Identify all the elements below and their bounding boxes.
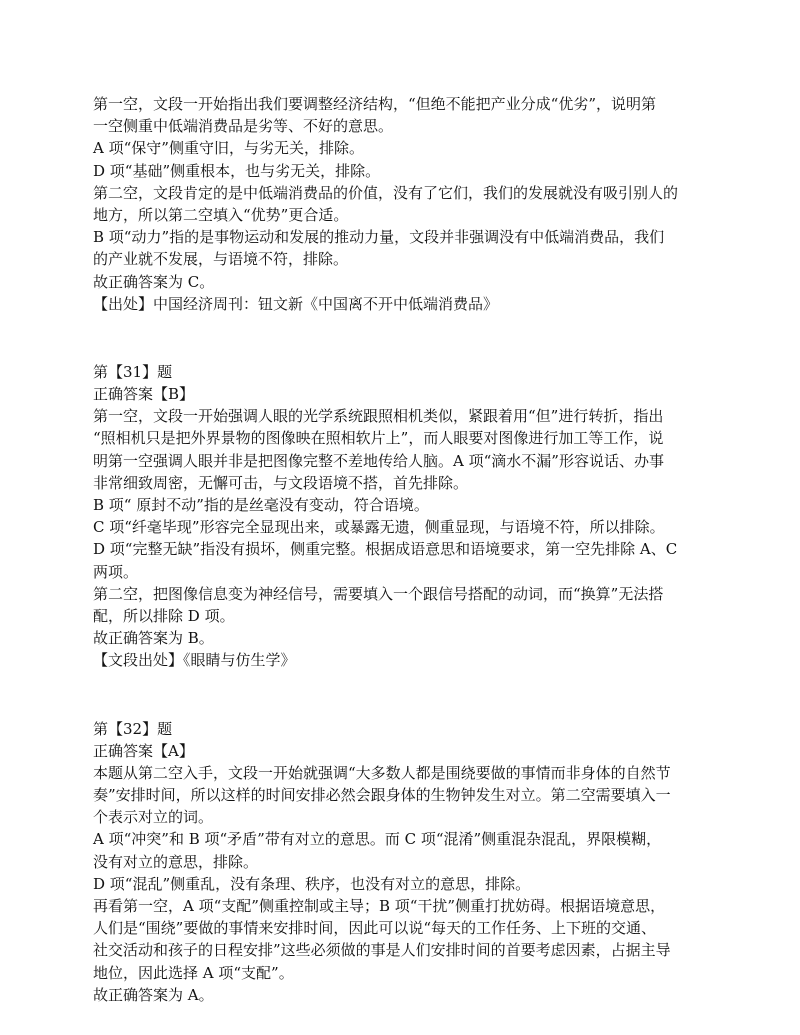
explanation-line: B 项“ 原封不动”指的是丝毫没有变动，符合语境。	[93, 496, 429, 514]
explanation-line: 个表示对立的词。	[93, 808, 214, 827]
explanation-line: A 项“冲突”和 B 项“矛盾”带有对立的意思。而 C 项“混淆”侧重混杂混乱，界限模糊，	[93, 830, 662, 849]
document-page	[93, 93, 713, 1006]
source-citation: 【出处】中国经济周刊：钮文新《中国离不开中低端消费品》	[93, 294, 499, 313]
explanation-line: 两项。	[93, 562, 139, 581]
section-q30-explanation	[93, 93, 713, 315]
answer-conclusion: 故正确答案为 C。	[93, 272, 215, 291]
explanation-line: 没有对立的意思，排除。	[93, 852, 259, 871]
answer-conclusion: 故正确答案为 A。	[93, 985, 214, 1004]
explanation-line: D 项“混乱”侧重乱，没有条理、秩序，也没有对立的意思，排除。	[93, 874, 531, 893]
question-title: 第【32】题	[93, 719, 173, 738]
section-q32	[93, 718, 713, 1006]
explanation-line: 的产业就不发展，与语境不符，排除。	[93, 250, 349, 269]
section-spacer	[93, 672, 713, 718]
explanation-line: 第一空，文段一开始强调人眼的光学系统跟照相机类似，紧跟着用“但”进行转折，指出	[93, 407, 664, 426]
explanation-line: 第一空，文段一开始指出我们要调整经济结构，“但绝不能把产业分成“优劣”，说明第	[93, 95, 657, 113]
explanation-line: 地位，因此选择 A 项“支配”。	[93, 963, 294, 982]
explanation-line: C 项“纤毫毕现”形容完全显现出来，或暴露无遗，侧重显现，与语境不符，所以排除。	[93, 518, 665, 537]
explanation-line: 配，所以排除 D 项。	[93, 606, 235, 625]
explanation-line: D 项“完整无缺”指没有损坏，侧重完整。根据成语意思和语境要求，第一空先排除 A、C	[93, 540, 678, 559]
question-title: 第【31】题	[93, 362, 173, 381]
explanation-line: 地方，所以第二空填入“优势”更合适。	[93, 205, 349, 224]
explanation-line: “照相机只是把外界景物的图像映在照相软片上”，而人眼要对图像进行加工等工作，说	[93, 429, 664, 448]
explanation-line: 奏”安排时间，所以这样的时间安排必然会跟身体的生物钟发生对立。第二空需要填入一	[93, 786, 671, 805]
explanation-line: 再看第一空，A 项“支配”侧重控制或主导；B 项“干扰”侧重打扰妨碍。根据语境意思，	[93, 897, 666, 915]
explanation-line: 本题从第二空入手，文段一开始就强调“大多数人都是围绕要做的事情而非身体的自然节	[93, 763, 671, 782]
explanation-line: D 项“基础”侧重根本，也与劣无关，排除。	[93, 161, 381, 180]
explanation-line: 一空侧重中低端消费品是劣等、不好的意思。	[93, 117, 394, 136]
explanation-line: 第二空，把图像信息变为神经信号，需要填入一个跟信号搭配的动词，而“换算”无法搭	[93, 584, 664, 603]
explanation-line: 非常细致周密，无懈可击，与文段语境不搭，首先排除。	[93, 473, 469, 492]
explanation-line: 第二空，文段肯定的是中低端消费品的价值，没有了它们，我们的发展就没有吸引别人的	[93, 183, 679, 202]
explanation-line: 明第一空强调人眼并非是把图像完整不差地传给人脑。A 项“滴水不漏”形容说话、办事	[93, 451, 664, 470]
explanation-line: 社交活动和孩子的日程安排”这些必须做的事是人们安排时间的首要考虑因素，占据主导	[93, 941, 671, 960]
explanation-line: 人们是“围绕”要做的事情来安排时间，因此可以说“每天的工作任务、上下班的交通、	[93, 919, 657, 938]
section-spacer	[93, 315, 713, 361]
correct-answer: 正确答案【B】	[93, 385, 195, 404]
explanation-line: B 项“动力”指的是事物运动和发展的推动力量，文段并非强调没有中低端消费品，我们	[93, 228, 665, 247]
answer-conclusion: 故正确答案为 B。	[93, 629, 214, 648]
correct-answer: 正确答案【A】	[93, 741, 194, 760]
source-citation: 【文段出处】《眼睛与仿生学》	[93, 651, 296, 670]
section-q31	[93, 361, 713, 672]
explanation-line: A 项“保守”侧重守旧，与劣无关，排除。	[93, 139, 364, 158]
